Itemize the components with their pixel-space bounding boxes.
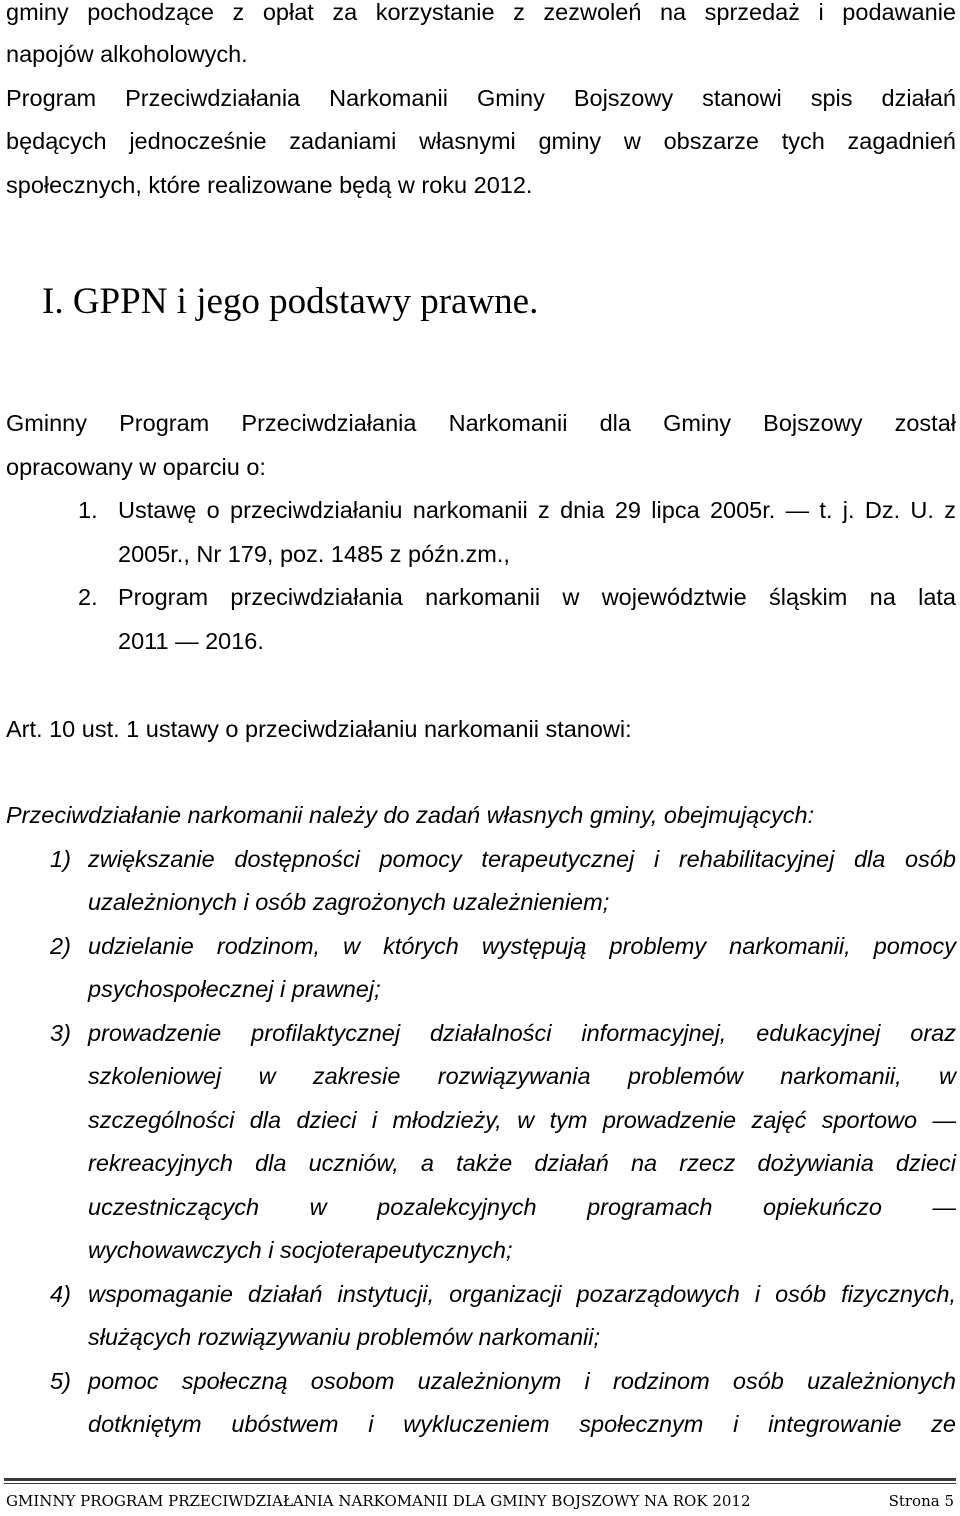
intro-line-5: społecznych, które realizowane będą w roku 2012. — [6, 172, 533, 198]
task-line: zwiększanie dostępności pomocy terapeutycznej i rehabilitacyjnej dla osób — [88, 846, 956, 872]
basis-number: 2. — [78, 584, 98, 610]
task-line: wspomaganie działań instytucji, organizacji pozarządowych i osób fizycznych, — [88, 1281, 956, 1307]
task-line: psychospołecznej i prawnej; — [88, 976, 381, 1002]
task-number: 1) — [50, 846, 71, 872]
lead-line-2: opracowany w oparciu o: — [6, 454, 266, 480]
task-line: szczególności dla dzieci i młodzieży, w tym prowadzenie zajęć sportowo — — [88, 1107, 956, 1133]
basis-line: Ustawę o przeciwdziałaniu narkomanii z dnia 29 lipca 2005r. — t. j. Dz. U. z — [118, 497, 956, 523]
task-number: 5) — [50, 1368, 71, 1394]
task-number: 4) — [50, 1281, 71, 1307]
footer-rule-thin — [4, 1483, 956, 1484]
task-line: uczestniczących w pozalekcyjnych programach opiekuńczo — — [88, 1194, 956, 1220]
footer-title: GMINNY PROGRAM PRZECIWDZIAŁANIA NARKOMANII DLA GMINY BOJSZOWY NA ROK 2012 — [6, 1492, 751, 1510]
page-number: Strona 5 — [888, 1492, 954, 1510]
task-line: szkoleniowej w zakresie rozwiązywania problemów narkomanii, w — [88, 1063, 956, 1089]
intro-line-3: Program Przeciwdziałania Narkomanii Gminy Bojszowy stanowi spis działań — [6, 85, 956, 111]
task-line: wychowawczych i socjoterapeutycznych; — [88, 1237, 513, 1263]
basis-line: Program przeciwdziałania narkomanii w województwie śląskim na lata — [118, 584, 956, 610]
section-heading: I. GPPN i jego podstawy prawne. — [42, 281, 539, 322]
task-line: rekreacyjnych dla uczniów, a także działań na rzecz dożywiania dzieci — [88, 1150, 956, 1176]
article-reference: Art. 10 ust. 1 ustawy o przeciwdziałaniu narkomanii stanowi: — [6, 716, 632, 742]
intro-line-4: będących jednocześnie zadaniami własnymi gminy w obszarze tych zagadnień — [6, 128, 956, 154]
intro-line-1: gminy pochodzące z opłat za korzystanie z zezwoleń na sprzedaż i podawanie — [6, 0, 956, 25]
task-line: prowadzenie profilaktycznej działalności informacyjnej, edukacyjnej oraz — [88, 1020, 956, 1046]
task-line: udzielanie rodzinom, w których występują problemy narkomanii, pomocy — [88, 933, 956, 959]
task-line: pomoc społeczną osobom uzależnionym i rodzinom osób uzależnionych — [88, 1368, 956, 1394]
lead-line-1: Gminny Program Przeciwdziałania Narkomanii dla Gminy Bojszowy został — [6, 410, 956, 436]
task-line: dotkniętym ubóstwem i wykluczeniem społecznym i integrowanie ze — [88, 1411, 956, 1437]
task-number: 2) — [50, 933, 71, 959]
basis-line: 2011 — 2016. — [118, 628, 264, 654]
task-line: uzależnionych i osób zagrożonych uzależnieniem; — [88, 889, 610, 915]
intro-line-2: napojów alkoholowych. — [6, 41, 248, 67]
basis-number: 1. — [78, 497, 98, 523]
task-number: 3) — [50, 1020, 71, 1046]
basis-line: 2005r., Nr 179, poz. 1485 z późn.zm., — [118, 541, 510, 567]
quote-intro: Przeciwdziałanie narkomanii należy do zadań własnych gminy, obejmujących: — [6, 802, 815, 828]
footer-rule — [4, 1478, 956, 1481]
task-line: służących rozwiązywaniu problemów narkomanii; — [88, 1324, 600, 1350]
